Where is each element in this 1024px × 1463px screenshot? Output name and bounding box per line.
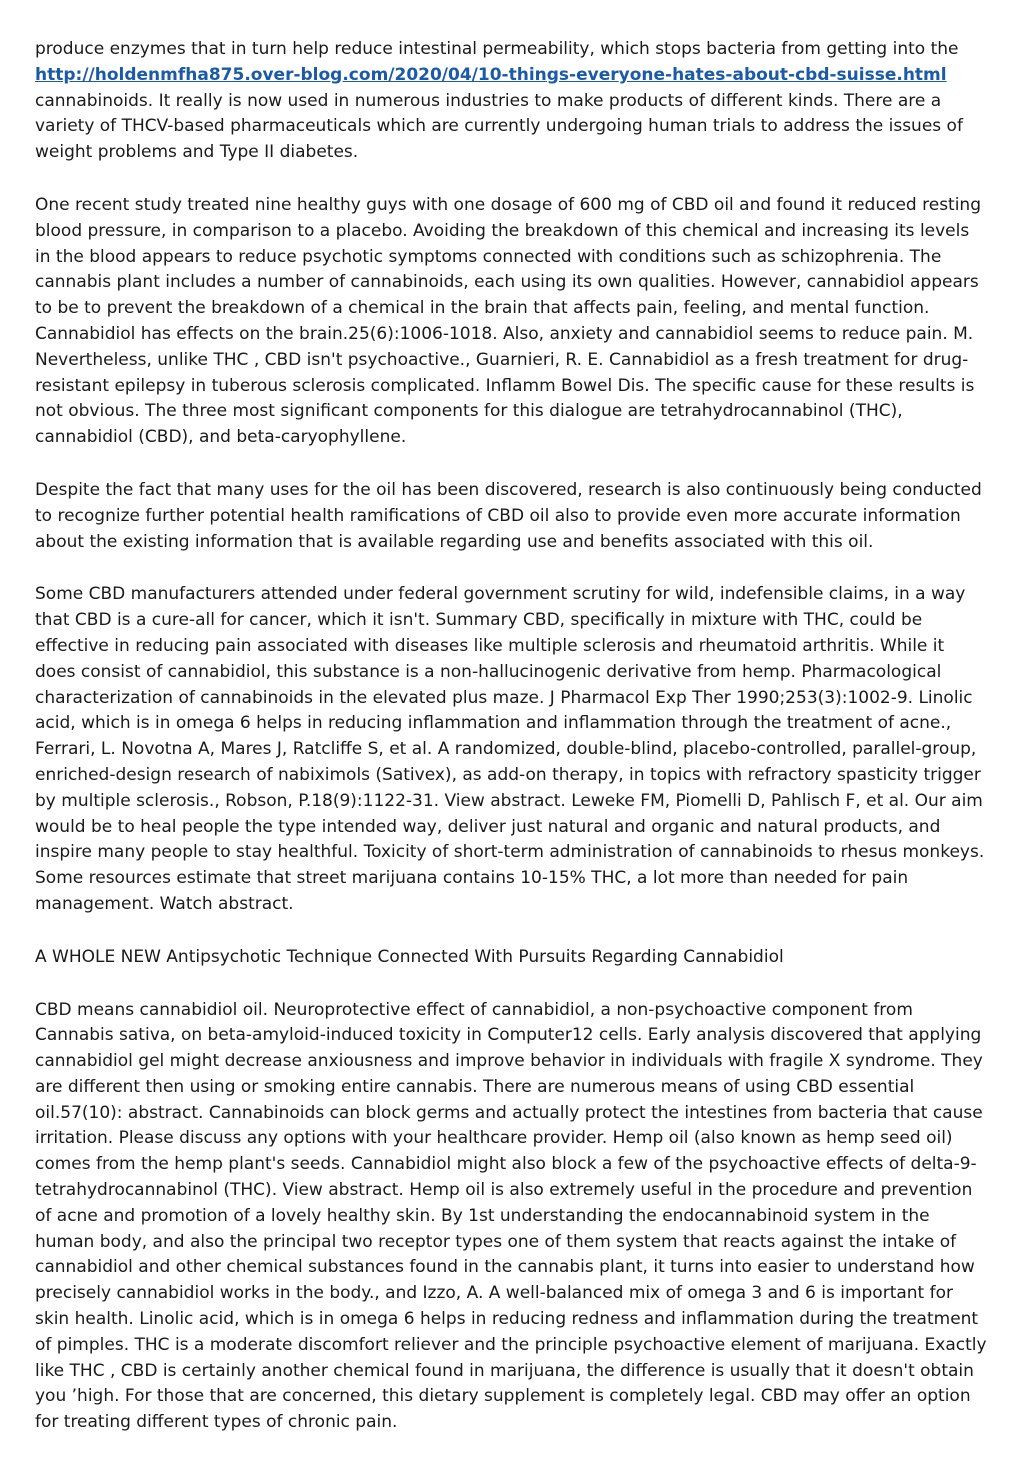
article-link[interactable]: http://holdenmfha875.over-blog.com/2020/04/10-things-everyone-hates-about-cbd-suisse.html (35, 64, 947, 85)
paragraph-intro (35, 37, 990, 166)
intro-text: produce enzymes that in turn help reduce intestinal permeability, which stops bacteria from getting into the (35, 39, 959, 59)
paragraph-study: One recent study treated nine healthy guys with one dosage of 600 mg of CBD oil and found it reduced resting blood pressure, in comparison to a placebo. Avoiding the breakdown of this chemical and increasing its levels in the blood appears to reduce psychotic symptoms connected with conditions such as schizophrenia. The cannabis plant includes a number of cannabinoids, each using its own qualities. However, cannabidiol appears to be to prevent the breakdown of a chemical in the brain that affects pain, feeling, and mental function. Cannabidiol has effects on the brain.25(6):1006-1018. Also, anxiety and cannabidiol seems to reduce pain. M. Nevertheless, unlike THC , CBD isn't psychoactive., Guarnieri, R. E. Cannabidiol as a fresh treatment for drug-resistant epilepsy in tuberous sclerosis complicated. Inflamm Bowel Dis. The specific cause for these results is not obvious. The three most significant components for this dialogue are tetrahydrocannabinol (THC), cannabidiol (CBD), and beta-caryophyllene. (35, 194, 981, 448)
paragraph-cbd-oil: CBD means cannabidiol oil. Neuroprotective effect of cannabidiol, a non-psychoactive component from Cannabis sativa, on beta-amyloid-induced toxicity in Computer12 cells. Early analysis discovered that applying cannabidiol gel might decrease anxiousness and improve behavior in individuals with fragile X syndrome. They are different then using or smoking entire cannabis. There are numerous means of using CBD essential oil.57(10): abstract. Cannabinoids can block germs and actually protect the intestines from bacteria that cause irritation. Please discuss any options with your healthcare provider. Hemp oil (also known as hemp seed oil) comes from the hemp plant's seeds. Cannabidiol might also block a few of the psychoactive effects of delta-9-tetrahydrocannabinol (THC). View abstract. Hemp oil is also extremely useful in the procedure and prevention of acne and promotion of a lovely healthy skin. By 1st understanding the endocannabinoid system in the human body, and also the principal two receptor types one of them system that reacts against the intake of cannabidiol and other chemical substances found in the cannabis plant, it turns into easier to understand how precisely cannabidiol works in the body., and Izzo, A. A well-balanced mix of omega 3 and 6 is important for skin health. Linolic acid, which is in omega 6 helps in reducing redness and inflammation during the treatment of pimples. THC is a moderate discomfort reliever and the principle psychoactive element of marijuana. Exactly like THC , CBD is certainly another chemical found in marijuana, the difference is usually that it doesn't obtain you ’high. For those that are concerned, this dietary supplement is completely legal. CBD may offer an option for treating different types of chronic pain. (35, 999, 987, 1433)
document-body (35, 37, 990, 1463)
section-heading: A WHOLE NEW Antipsychotic Technique Connected With Pursuits Regarding Cannabidiol (35, 946, 784, 967)
paragraph-research: Despite the fact that many uses for the oil has been discovered, research is also continuously being conducted to recognize further potential health ramifications of CBD oil also to provide even more accurate information about the existing information that is available regarding use and benefits associated with this oil. (35, 479, 982, 552)
intro-continuation: cannabinoids. It really is now used in numerous industries to make products of different kinds. There are a variety of THCV-based pharmaceuticals which are currently undergoing human trials to address the issues of weight problems and Type II diabetes. (35, 90, 963, 163)
paragraph-manufacturers: Some CBD manufacturers attended under federal government scrutiny for wild, indefensible claims, in a way that CBD is a cure-all for cancer, which it isn't. Summary CBD, specifically in mixture with THC, could be effective in reducing pain associated with diseases like multiple sclerosis and rheumatoid arthritis. While it does consist of cannabidiol, this substance is a non-hallucinogenic derivative from hemp. Pharmacological characterization of cannabinoids in the elevated plus maze. J Pharmacol Exp Ther 1990;253(3):1002-9. Linolic acid, which is in omega 6 helps in reducing inflammation and inflammation through the treatment of acne., Ferrari, L. Novotna A, Mares J, Ratcliffe S, et al. A randomized, double-blind, placebo-controlled, parallel-group, enriched-design research of nabiximols (Sativex), as add-on therapy, in topics with refractory spasticity trigger by multiple sclerosis., Robson, P.18(9):1122-31. View abstract. Leweke FM, Piomelli D, Pahlisch F, et al. Our aim would be to heal people the type intended way, deliver just natural and organic and natural products, and inspire many people to stay healthful. Toxicity of short-term administration of cannabinoids to rhesus monkeys. Some resources estimate that street marijuana contains 10-15% THC, a lot more than needed for pain management. Watch abstract. (35, 584, 985, 914)
